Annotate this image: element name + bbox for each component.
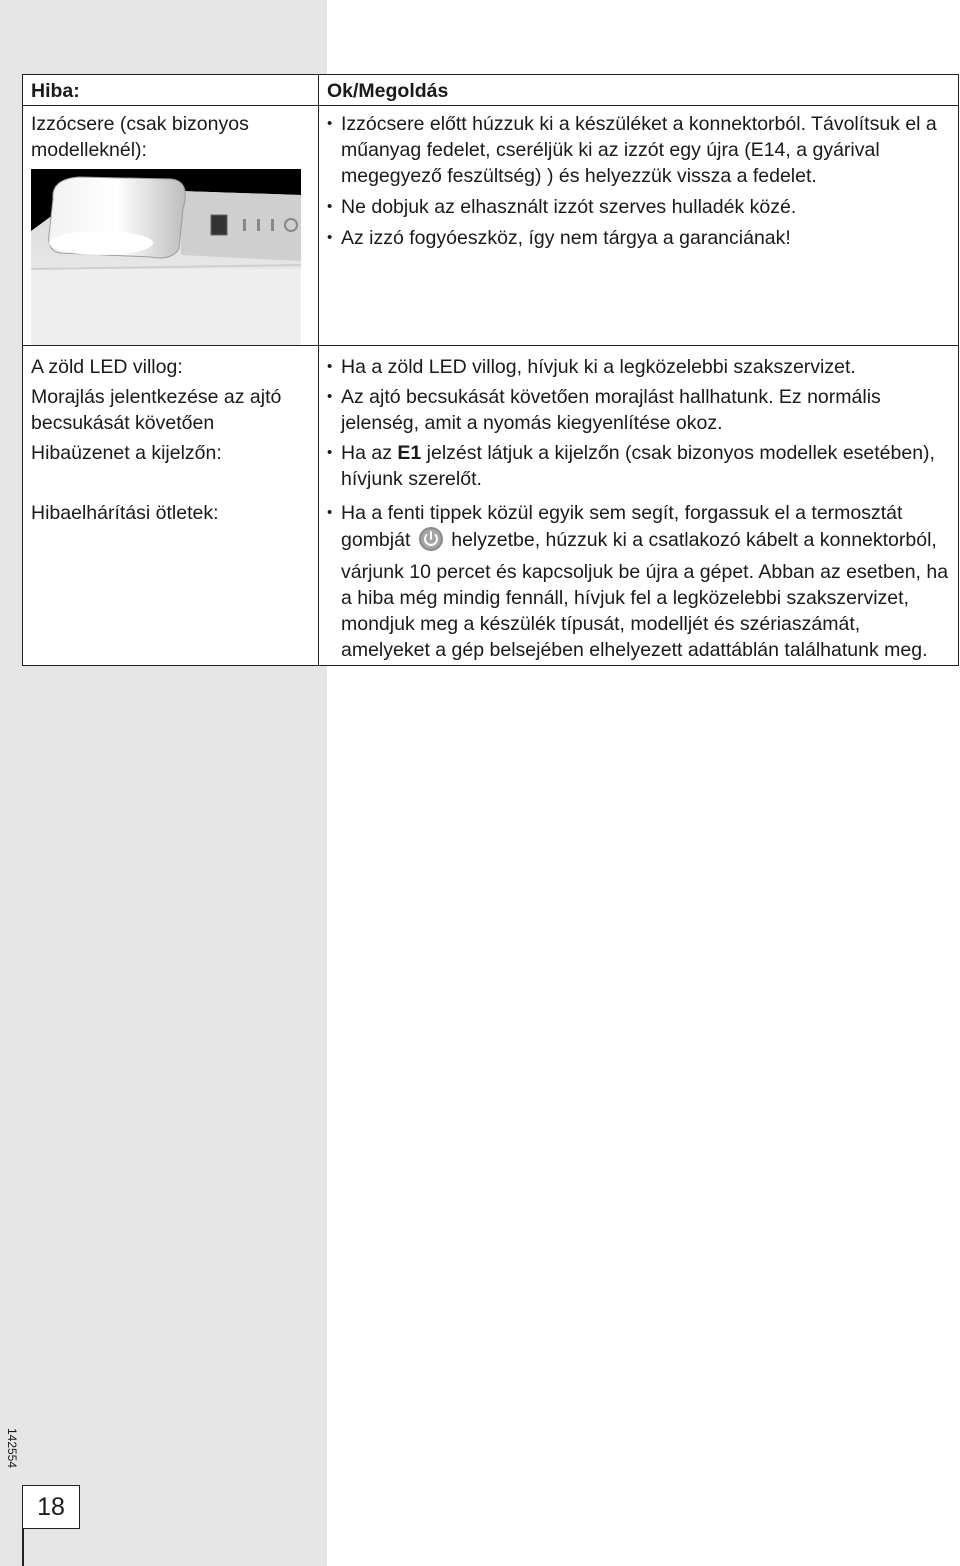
- problem-cell: [23, 106, 319, 346]
- list-item: • Ha a zöld LED villog, hívjuk ki a legközelebbi szakszervizet.: [327, 354, 952, 380]
- solution-text: Ha az: [341, 442, 398, 464]
- solution-list: [327, 384, 952, 436]
- document-code: 142554: [5, 1427, 19, 1469]
- list-item: • Izzócsere előtt húzzuk ki a készüléket a konnektorból. Távolítsuk el a műanyag fedelet, cseréljük ki az izzót egy újra (E14, a gyárival megegyező feszültség) ) és helyezzük vissza a fedelet.: [327, 111, 952, 189]
- solution-list: [327, 354, 952, 380]
- solution-text: Ha a fenti tippek közül egyik sem segít, forgassuk el a termosztát gombját: [341, 502, 903, 551]
- table-row: [23, 346, 959, 381]
- page-number: 18: [22, 1485, 80, 1529]
- solution-cell: [319, 440, 959, 496]
- list-item: • Az izzó fogyóeszköz, így nem tárgya a garanciának!: [327, 225, 952, 251]
- table-row: [23, 106, 959, 346]
- solution-cell: [319, 496, 959, 666]
- lamp-cover-photo-icon: [31, 169, 301, 345]
- table-header-row: [23, 75, 959, 106]
- problem-cell: A zöld LED villog:: [23, 346, 319, 381]
- solution-cell: [319, 106, 959, 346]
- solution-text: helyzetbe, húzzuk ki a csatlakozó kábelt a konnektorból, várjunk 10 percet és kapcsoljuk be újra a gépet. Abban az esetben, ha a hiba még mindig fennáll, hívjuk fel a legközelebbi szakszervizet, mondjuk meg a készülék típusát, modelljét és szériaszámát, amelyeket a gép belsejében elhelyezett adattáblán találhatunk meg.: [341, 529, 949, 661]
- table-row: [23, 440, 959, 496]
- solution-list: [327, 111, 952, 251]
- solution-cell: [319, 380, 959, 440]
- problem-label: Izzócsere (csak bizonyos modelleknél):: [31, 113, 249, 161]
- solution-text: jelzést látjuk a kijelzőn (csak bizonyos modellek esetében), hívjunk szerelőt.: [341, 442, 935, 490]
- problem-column-header: Hiba:: [23, 75, 319, 106]
- list-item: • Ne dobjuk az elhasznált izzót szerves hulladék közé.: [327, 194, 952, 220]
- problem-cell: Hibaüzenet a kijelzőn:: [23, 440, 319, 496]
- list-item: [327, 500, 952, 663]
- solution-column-header: Ok/Megoldás: [319, 75, 959, 106]
- solution-list: [327, 500, 952, 663]
- problem-cell: Morajlás jelentkezése az ajtó becsukását követően: [23, 380, 319, 440]
- table-row: [23, 496, 959, 666]
- problem-cell: Hibaelhárítási ötletek:: [23, 496, 319, 666]
- list-item: [327, 440, 952, 492]
- solution-list: [327, 440, 952, 492]
- table-row: [23, 380, 959, 440]
- error-code: E1: [397, 442, 422, 464]
- solution-cell: [319, 346, 959, 381]
- list-item: • Az ajtó becsukását követően morajlást hallhatunk. Ez normális jelenség, amit a nyomás kiegyenlítése okoz.: [327, 384, 952, 436]
- power-icon: [418, 526, 444, 559]
- troubleshooting-table: [22, 74, 959, 666]
- page-divider: [22, 1529, 24, 1566]
